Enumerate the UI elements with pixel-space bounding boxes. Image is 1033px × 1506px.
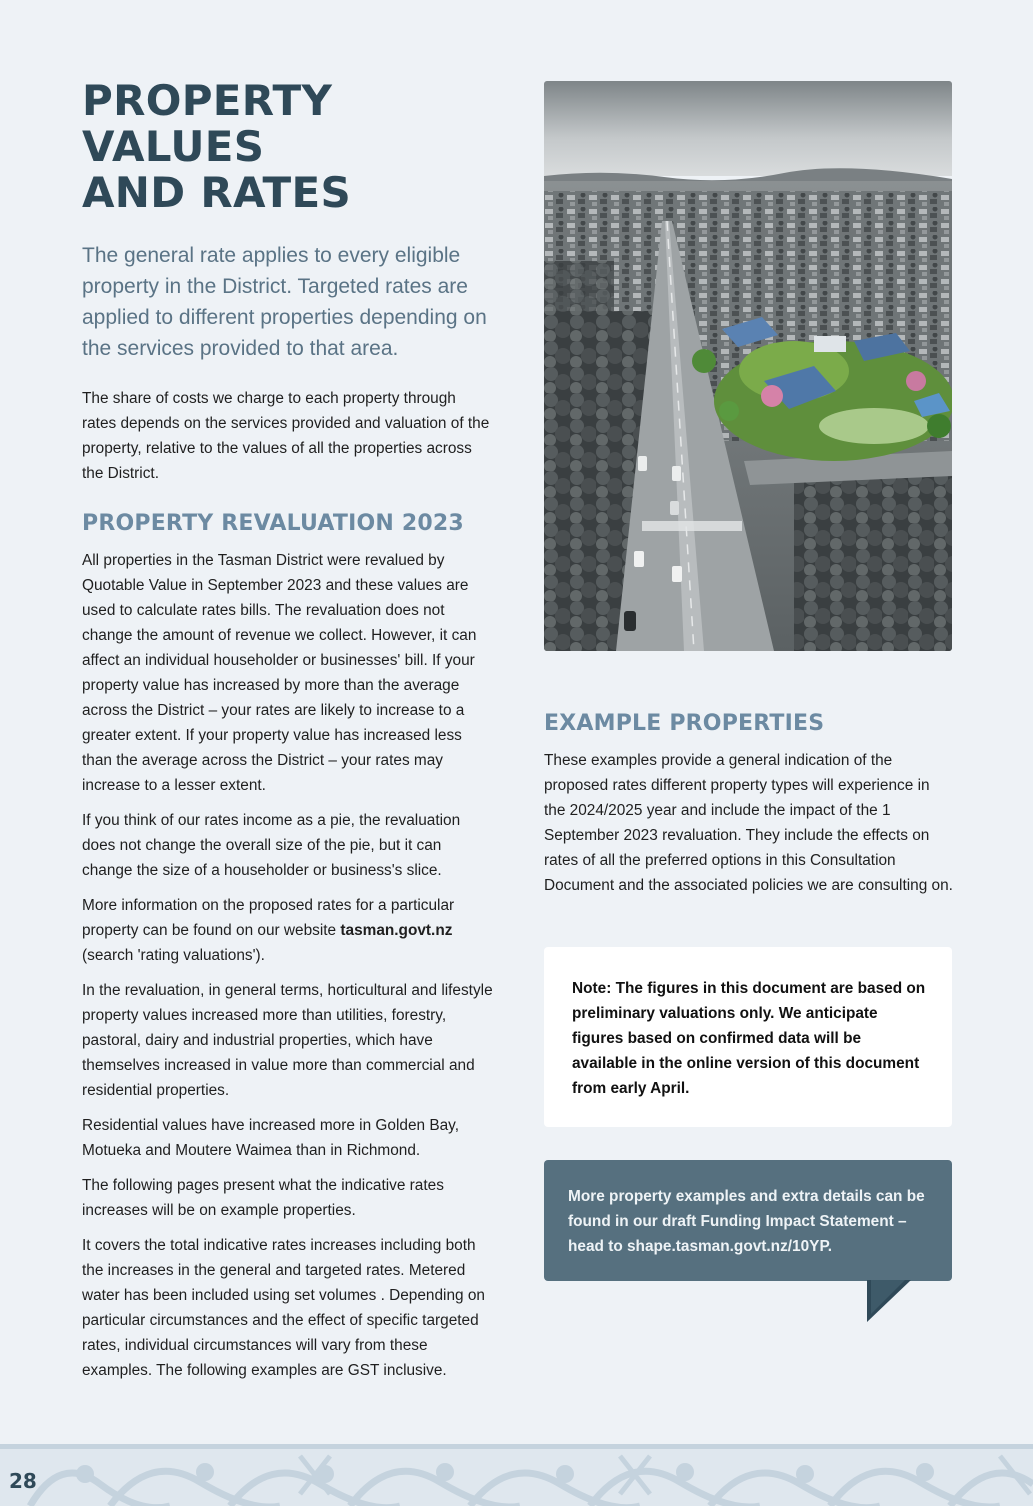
intro-text: The general rate applies to every eligible property in the District. Targeted rates are applied to different properties depending on the services provided to that area. <box>82 244 487 360</box>
revalued-paragraph: All properties in the Tasman District were revalued by Quotable Value in September 2023 and these values are used to calculate rates bills. The revaluation does not change the amount of revenue we collect. However, it can affect an individual householder or businesses' bill. If your property value has increased by more than the average across the District – your rates are likely to increase to a greater extent. If your property value has increased less than the average across the District – your rates may increase to a lesser extent. <box>82 552 477 794</box>
revaluation-heading: PROPERTY REVALUATION 2023 <box>82 511 464 536</box>
page-title <box>82 78 494 216</box>
consultation-link[interactable]: shape.tasman.govt.nz/10YP. <box>627 1238 832 1255</box>
share-paragraph: The share of costs we charge to each property through rates depends on the services provided and valuation of the property, relative to the values of all the properties across the District. <box>82 390 490 482</box>
note-box <box>544 947 952 1127</box>
covers-paragraph: It covers the total indicative rates increases including both the increases in the general and targeted rates. Metered water has been included using set volumes . Depending on particular circumstances and the effect of specific targeted rates, individual circumstances will vary from these examples. The following examples are GST inclusive. <box>82 1237 485 1379</box>
pie-paragraph: If you think of our rates income as a pie, the revaluation does not change the overall size of the pie, but it can change the size of a householder or business's slice. <box>82 812 461 879</box>
example-properties-heading: EXAMPLE PROPERTIES <box>544 711 825 736</box>
more-info-paragraph <box>82 893 494 968</box>
more-info-text-end: (search 'rating valuations'). <box>82 947 265 964</box>
callout-box <box>544 1160 952 1281</box>
residential-paragraph: Residential values have increased more in Golden Bay, Motueka and Moutere Waimea than in Richmond. <box>82 1117 459 1159</box>
callout-tail-shape <box>867 1280 911 1322</box>
page-title-line-1: PROPERTY VALUES <box>82 76 333 171</box>
website-link[interactable]: tasman.govt.nz <box>340 922 453 939</box>
page-number: 28 <box>9 1469 37 1493</box>
callout-text <box>568 1184 932 1259</box>
footer-pattern <box>0 1444 1033 1506</box>
aerial-street-photo <box>544 81 952 651</box>
following-paragraph: The following pages present what the indicative rates increases will be on example properties. <box>82 1177 444 1219</box>
page-title-line-2: AND RATES <box>82 168 352 217</box>
left-column <box>82 78 494 1393</box>
horticultural-paragraph: In the revaluation, in general terms, horticultural and lifestyle property values increased more than utilities, forestry, pastoral, dairy and industrial properties, which have themselves increased in value more than commercial and residential properties. <box>82 982 493 1099</box>
right-column <box>544 710 954 908</box>
callout-text-start: More property examples and extra details can be found in our draft Funding Impact Statement – head to <box>568 1188 925 1255</box>
examples-paragraph: These examples provide a general indication of the proposed rates different property types will experience in the 2024/2025 year and include the impact of the 1 September 2023 revaluation. They include the effects on rates of all the preferred options in this Consultation Document and the associated policies we are consulting on. <box>544 752 953 894</box>
note-text: Note: The figures in this document are based on preliminary valuations only. We anticipate figures based on confirmed data will be available in the online version of this document from early April. <box>572 980 926 1097</box>
more-info-text: More information on the proposed rates for a particular property can be found on our website <box>82 897 455 939</box>
